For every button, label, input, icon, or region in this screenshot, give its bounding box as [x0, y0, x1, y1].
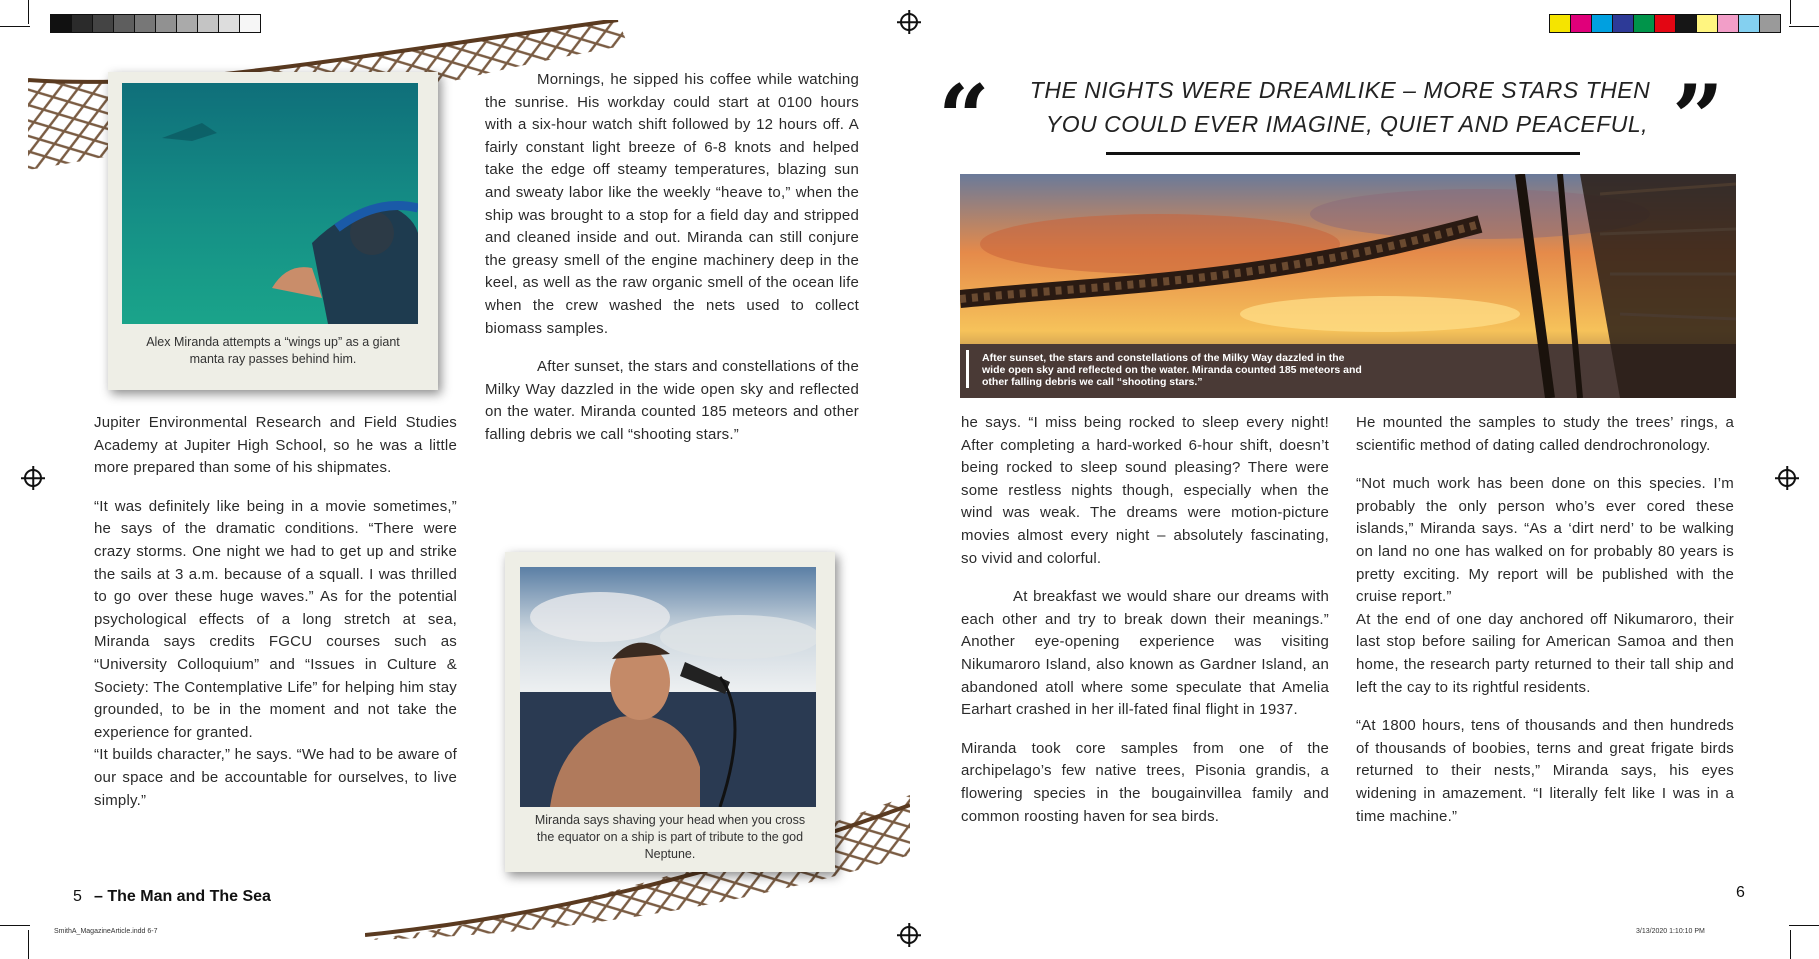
color-swatch	[1613, 15, 1634, 32]
color-swatch	[1676, 15, 1697, 32]
registration-mark	[24, 469, 42, 487]
body-column	[1356, 412, 1734, 844]
page-number-left: 5	[73, 888, 82, 905]
body-paragraph: “It builds character,” he says. “We had to be aware of our space and be accountable for ourselves, to live simply.”	[94, 746, 457, 809]
crop-mark	[1789, 26, 1819, 27]
color-swatch	[1718, 15, 1739, 32]
photo-frame-shaving	[505, 552, 835, 872]
color-swatch	[1697, 15, 1718, 32]
body-paragraph: “Not much work has been done on this species. I’m probably the only person who’s ever cored these islands,” Miranda says. “As a ‘dirt nerd’ to be walking on land no one has walked on for probably 80 years is pretty exciting. My report will be published with the cruise report.”	[1356, 475, 1734, 606]
body-paragraph: he says. “I miss being rocked to sleep every night! After completing a hard-worked 6-hour shift, doesn’t being rocked to sleep sound pleasing? There were some restless nights though, especially when the wind was weak. The dreams were motion-picture movies almost every night – absolutely fascinating, so vivid and colorful.	[961, 414, 1329, 567]
registration-mark	[900, 13, 918, 31]
photo-caption: Alex Miranda attempts a “wings up” as a giant manta ray passes behind him.	[146, 335, 400, 366]
color-swatch	[1655, 15, 1676, 32]
body-paragraph: After sunset, the stars and constellations of the Milky Way dazzled in the wide open sky and reflected on the water. Miranda counted 185 meteors and other falling debris we call “shooting stars.”	[485, 358, 859, 443]
photo-caption-overlay: After sunset, the stars and constellations of the Milky Way dazzled in the wide open sky and reflected on the water. Miranda counted 185 meteors and other falling debris we call “shooting stars.”	[982, 352, 1362, 388]
page-number-right: 6	[1736, 884, 1745, 901]
crop-mark	[1790, 0, 1791, 24]
underwater-photo	[122, 83, 418, 324]
file-slug: SmithA_MagazineArticle.indd 6-7	[54, 928, 158, 935]
body-paragraph: Jupiter Environmental Research and Field Studies Academy at Jupiter High School, so he was a little more prepared than some of his shipmates.	[94, 414, 457, 477]
photo-caption: Miranda says shaving your head when you cross the equator on a ship is part of tribute to the god Neptune.	[534, 813, 806, 861]
registration-mark	[1778, 469, 1796, 487]
color-bar	[1549, 14, 1781, 33]
body-column	[485, 69, 859, 463]
color-swatch	[1571, 15, 1592, 32]
body-paragraph: “It was definitely like being in a movie sometimes,” he says of the dramatic conditions. “There were crazy storms. One night we had to get up and strike the sails at 3 a.m. because of a squall. I was thrilled to go over these huge waves.” As for the potential psychological effects of a long stretch at sea, Miranda says credits FGCU courses such as “University Colloquium” and “Issues in Culture & Society: The Contemplative Life” for helping him stay grounded, to be in the moment and not take the experience for granted.	[94, 497, 457, 741]
shaving-photo	[520, 567, 816, 807]
color-swatch	[1634, 15, 1655, 32]
color-swatch	[1760, 15, 1780, 32]
body-paragraph: “At 1800 hours, tens of thousands and then hundreds of thousands of boobies, terns and great frigate birds returned to their nests,” Miranda says, his eyes widening in amazement. “I literally felt like I was in a time machine.”	[1356, 717, 1734, 825]
body-column	[961, 412, 1329, 844]
body-paragraph: He mounted the samples to study the trees’ rings, a scientific method of dating called dendrochronology.	[1356, 414, 1734, 454]
body-paragraph: At the end of one day anchored off Nikumaroro, their last stop before sailing for American Samoa and then home, the research party returned to their tall ship and left the cay to its rightful residents.	[1356, 610, 1734, 696]
color-swatch	[1739, 15, 1760, 32]
crop-mark	[1790, 930, 1791, 959]
pull-quote-line: THE NIGHTS WERE DREAMLIKE – MORE STARS THEN	[1029, 77, 1651, 103]
crop-mark	[1789, 925, 1819, 926]
body-paragraph: At breakfast we would share our dreams with each other and try to break down their meanings.” Another eye-opening experience was visiting Nikumaroro Island, also known as Gardner Island, an abandoned atoll where some speculate that Amelia Earhart crashed in her ill-fated final flight in 1937.	[961, 588, 1329, 719]
crop-mark	[0, 26, 30, 27]
close-quote-mark: ”	[1672, 65, 1724, 171]
open-quote-mark: “	[938, 65, 990, 171]
body-paragraph: Mornings, he sipped his coffee while watching the sunrise. His workday could start at 0100 hours with a six-hour watch shift followed by 12 hours off. A fairly constant light breeze of 6-8 knots and helped take the edge off steamy temperatures, blazing sun and sweaty labor like the weekly “heave to,” when the ship was brought to a stop for a field day and stripped and cleaned inside and out. Miranda can still conjure the greasy smell of the engine machinery deep in the keel, as well as the raw organic smell of the ocean life when the crew washed the nets used to collect biomass samples.	[485, 71, 859, 337]
pull-quote-line: YOU COULD EVER IMAGINE, QUIET AND PEACEFUL,	[1045, 111, 1649, 137]
color-swatch	[1550, 15, 1571, 32]
photo-frame-manta	[108, 72, 438, 390]
pull-quote	[1005, 73, 1675, 141]
running-title: – The Man and The Sea	[94, 888, 271, 905]
body-paragraph: Miranda took core samples from one of the archipelago’s few native trees, Pisonia grandis, a flowering species in the bougainvillea family and common roosting haven for sea birds.	[961, 739, 1329, 825]
crop-mark	[0, 925, 30, 926]
color-swatch	[1592, 15, 1613, 32]
crop-mark	[28, 930, 29, 959]
body-column	[94, 412, 457, 812]
pull-quote-rule	[1106, 152, 1580, 155]
date-slug: 3/13/2020 1:10:10 PM	[1636, 928, 1705, 935]
